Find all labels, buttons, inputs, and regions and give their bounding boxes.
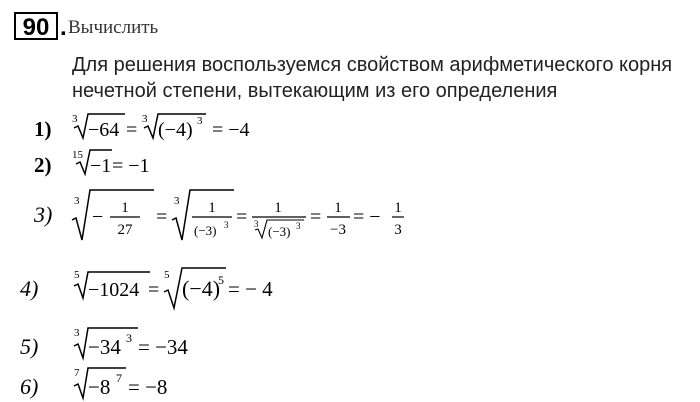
task-title: Вычислить	[68, 17, 159, 38]
radicand: (−4)	[158, 119, 193, 141]
radicand: −1024	[88, 279, 140, 301]
equation-1	[30, 108, 330, 144]
result: = −8	[128, 375, 168, 399]
intro-line-2: нечетной степени, вытекающим из его определения	[72, 80, 558, 102]
equals: =	[310, 206, 322, 228]
result: = − 4	[228, 277, 273, 301]
equals: =	[148, 279, 160, 301]
root-index: 5	[74, 269, 80, 281]
radicand: −64	[88, 119, 120, 141]
exponent: 3	[224, 220, 229, 230]
radicand: (−4)	[182, 276, 221, 301]
numerator: 1	[334, 200, 342, 216]
denominator: −3	[330, 222, 346, 238]
numerator: 1	[208, 200, 216, 216]
denominator: (−3)	[268, 224, 291, 239]
minus-sign: −	[92, 206, 104, 228]
equals: =	[156, 206, 168, 228]
root-index: 3	[74, 195, 80, 207]
numerator: 1	[274, 200, 282, 216]
result: = −1	[112, 155, 150, 177]
exponent: 3	[197, 115, 203, 127]
root-index: 7	[74, 367, 80, 379]
exponent: 3	[126, 331, 132, 345]
item-label: 1)	[34, 117, 52, 141]
radicand: −1	[90, 155, 112, 177]
equals-minus: = −	[353, 206, 381, 228]
problem-number: 90	[14, 12, 58, 40]
item-label: 5)	[20, 334, 39, 359]
item-label: 3)	[34, 202, 53, 227]
root-index: 15	[72, 149, 83, 161]
exponent: 7	[116, 371, 122, 385]
root-index: 3	[174, 195, 180, 207]
problem-number-dot: .	[60, 14, 67, 41]
item-label: 6)	[20, 374, 39, 399]
equals: =	[236, 206, 248, 228]
denominator: (−3)	[194, 223, 217, 238]
numerator: 1	[121, 200, 129, 216]
item-label: 2)	[34, 153, 52, 177]
root-index: 3	[74, 327, 80, 339]
exponent: 5	[218, 273, 224, 287]
root-index: 5	[164, 269, 170, 281]
root-index: 3	[72, 113, 78, 125]
root-index: 3	[142, 113, 148, 125]
denominator: 27	[117, 222, 133, 238]
equation-6	[20, 362, 230, 402]
result: = −34	[138, 335, 188, 359]
denominator: 3	[394, 222, 402, 238]
equation-2	[30, 144, 230, 180]
numerator: 1	[394, 200, 402, 216]
exponent: 3	[296, 221, 301, 231]
intro-text	[72, 52, 692, 104]
radicand: −34	[88, 335, 121, 359]
equation-3	[30, 186, 410, 248]
radical-sign	[72, 190, 154, 240]
intro-line-1: Для решения воспользуемся свойством арифметического корня	[72, 54, 673, 76]
equation-5	[20, 322, 250, 366]
root-index: 3	[254, 219, 259, 229]
radicand: −8	[88, 375, 111, 399]
result: = −4	[212, 119, 250, 141]
equation-4	[20, 264, 330, 314]
equals: =	[126, 119, 138, 141]
item-label: 4)	[20, 276, 39, 301]
